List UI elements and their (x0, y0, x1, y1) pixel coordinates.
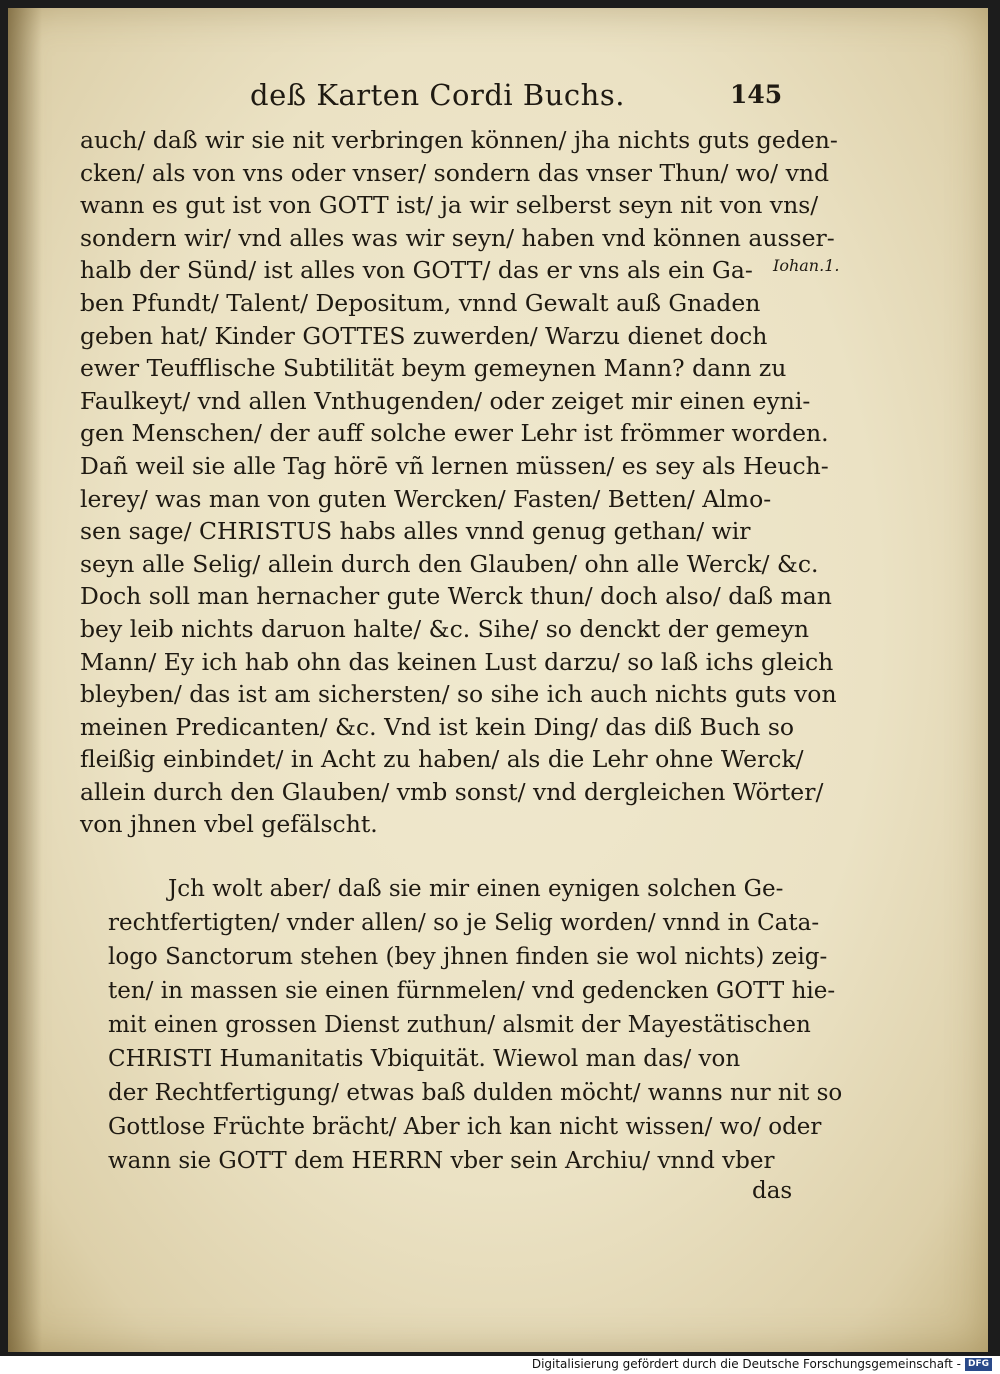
text-line: fleißig einbindet/ in Acht zu haben/ als die Lehr ohne Werck/ (80, 745, 804, 774)
paragraph-1 (80, 124, 838, 841)
text-line: bleyben/ das ist am sichersten/ so sihe ich auch nichts guts von (80, 680, 837, 709)
page-gutter-shadow (8, 8, 42, 1352)
text-line: cken/ als von vns oder vnser/ sondern das vnser Thun/ wo/ vnd (80, 158, 830, 187)
text-line: gen Menschen/ der auff solche ewer Lehr ist frömmer worden. (80, 419, 829, 448)
text-line: logo Sanctorum stehen (bey jhnen finden sie wol nichts) zeig- (108, 944, 828, 970)
text-line: ten/ in massen sie einen fürnmelen/ vnd gedencken GOTT hie- (108, 978, 836, 1004)
text-line: CHRISTI Humanitatis Vbiquität. Wiewol man das/ von (108, 1046, 741, 1072)
digitization-credit (532, 1357, 992, 1371)
text-line: ewer Teufflische Subtilität beym gemeynen Mann? dann zu (80, 354, 787, 383)
text-line: Dañ weil sie alle Tag hörē vñ lernen müssen/ es sey als Heuch- (80, 451, 829, 480)
text-line: Faulkeyt/ vnd allen Vnthugenden/ oder zeiget mir einen eyni- (80, 386, 811, 415)
text-line: Mann/ Ey ich hab ohn das keinen Lust darzu/ so laß ichs gleich (80, 647, 834, 676)
text-line: Doch soll man hernacher gute Werck thun/ doch also/ daß man (80, 582, 832, 611)
text-line: lerey/ was man von guten Wercken/ Fasten/ Betten/ Almo- (80, 484, 772, 513)
text-line: allein durch den Glauben/ vmb sonst/ vnd dergleichen Wörter/ (80, 777, 824, 806)
text-line: auch/ daß wir sie nit verbringen können/ jha nichts guts geden- (80, 126, 838, 154)
text-line: wann es gut ist von GOTT ist/ ja wir selberst seyn nit von vns/ (80, 191, 819, 220)
text-line: wann sie GOTT dem HERRN vber sein Archiu/ vnnd vber (108, 1148, 775, 1174)
text-line: mit einen grossen Dienst zuthun/ alsmit der Mayestätischen (108, 1012, 811, 1038)
text-line: halb der Sünd/ ist alles von GOTT/ das er vns als ein Ga- (80, 256, 753, 285)
text-line: meinen Predicanten/ &c. Vnd ist kein Ding/ das diß Buch so (80, 712, 795, 741)
text-line: rechtfertigten/ vnder allen/ so je Selig worden/ vnnd in Cata- (108, 910, 820, 936)
text-line: bey leib nichts daruon halte/ &c. Sihe/ so denckt der gemeyn (80, 614, 809, 643)
page-number: 145 (730, 80, 783, 109)
text-line: seyn alle Selig/ allein durch den Glauben/ ohn alle Werck/ &c. (80, 549, 819, 578)
paragraph-2 (108, 872, 842, 1178)
margin-note: Iohan.1. (773, 256, 840, 275)
text-line: der Rechtfertigung/ etwas baß dulden möcht/ wanns nur nit so (108, 1080, 843, 1106)
running-title: deß Karten Cordi Buchs. (250, 78, 625, 112)
text-line: sen sage/ CHRISTUS habs alles vnnd genug gethan/ wir (80, 517, 751, 546)
text-line: von jhnen vbel gefälscht. (80, 810, 378, 839)
credit-text: Digitalisierung gefördert durch die Deutsche Forschungsgemeinschaft - (531, 1357, 961, 1371)
text-line: sondern wir/ vnd alles was wir seyn/ haben vnd können ausser- (80, 223, 835, 252)
text-line: ben Pfundt/ Talent/ Depositum, vnnd Gewalt auß Gnaden (80, 288, 761, 317)
text-line: geben hat/ Kinder GOTTES zuwerden/ Warzu dienet doch (80, 321, 768, 350)
text-line: Gottlose Früchte brächt/ Aber ich kan nicht wissen/ wo/ oder (108, 1114, 822, 1140)
catchword: das (752, 1178, 793, 1204)
dfg-logo[interactable]: DFG (965, 1358, 992, 1371)
text-line: Jch wolt aber/ daß sie mir einen eynigen solchen Ge- (168, 876, 784, 902)
